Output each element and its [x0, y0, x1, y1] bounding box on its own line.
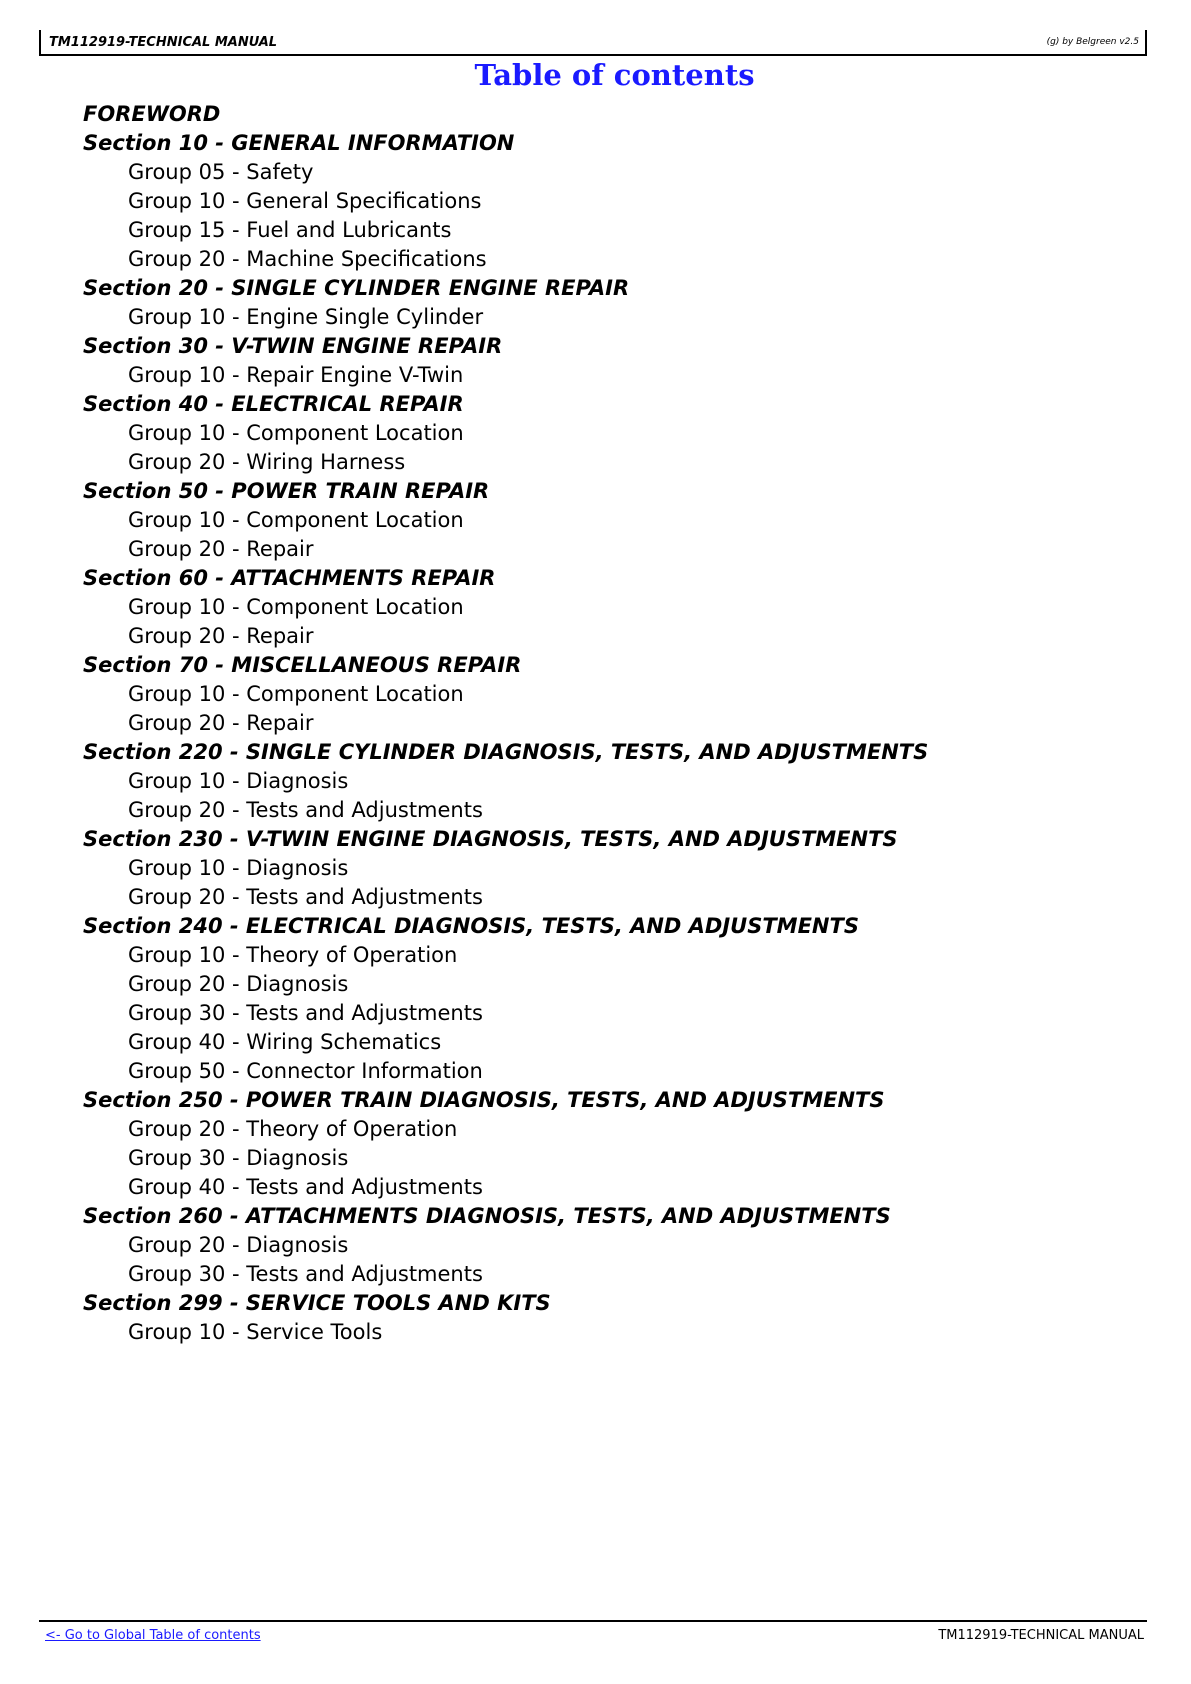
toc-group-link[interactable]: Group 20 - Repair: [128, 624, 314, 648]
toc-group-link[interactable]: Group 10 - Repair Engine V-Twin: [128, 363, 464, 387]
toc-group-link[interactable]: Group 40 - Tests and Adjustments: [128, 1175, 483, 1199]
header-title: TM112919-TECHNICAL MANUAL: [49, 35, 278, 50]
header-credit: (g) by Belgreen v2.5: [1046, 37, 1139, 47]
global-toc-link[interactable]: <- Go to Global Table of contents: [45, 1628, 261, 1643]
toc-section-link[interactable]: Section 10 - GENERAL INFORMATION: [83, 131, 515, 155]
toc-section-link[interactable]: Section 250 - POWER TRAIN DIAGNOSIS, TESTS, AND ADJUSTMENTS: [83, 1088, 885, 1112]
toc-group-link[interactable]: Group 10 - Engine Single Cylinder: [128, 305, 484, 329]
footer-divider: [39, 1620, 1147, 1622]
toc-group-link[interactable]: Group 30 - Diagnosis: [128, 1146, 349, 1170]
toc-group-link[interactable]: Group 20 - Diagnosis: [128, 972, 349, 996]
toc-section-link[interactable]: Section 260 - ATTACHMENTS DIAGNOSIS, TESTS, AND ADJUSTMENTS: [83, 1204, 891, 1228]
toc-section-link[interactable]: Section 30 - V-TWIN ENGINE REPAIR: [83, 334, 503, 358]
toc-group-link[interactable]: Group 10 - Component Location: [128, 682, 464, 706]
toc-group-link[interactable]: Group 10 - Component Location: [128, 595, 464, 619]
page-header: [39, 30, 1147, 56]
toc-group-link[interactable]: Group 10 - Theory of Operation: [128, 943, 458, 967]
toc-group-link[interactable]: Group 10 - Component Location: [128, 508, 464, 532]
toc-group-link[interactable]: Group 05 - Safety: [128, 160, 314, 184]
toc-section-link[interactable]: Section 230 - V-TWIN ENGINE DIAGNOSIS, TESTS, AND ADJUSTMENTS: [83, 827, 898, 851]
toc-group-link[interactable]: Group 20 - Machine Specifications: [128, 247, 487, 271]
toc-group-link[interactable]: Group 10 - Service Tools: [128, 1320, 383, 1344]
toc-group-link[interactable]: Group 15 - Fuel and Lubricants: [128, 218, 452, 242]
toc-list: [83, 100, 1143, 1347]
toc-group-link[interactable]: Group 10 - Diagnosis: [128, 856, 349, 880]
toc-section-link[interactable]: Section 20 - SINGLE CYLINDER ENGINE REPAIR: [83, 276, 630, 300]
toc-section-link[interactable]: Section 70 - MISCELLANEOUS REPAIR: [83, 653, 522, 677]
footer-doc-title: TM112919-TECHNICAL MANUAL: [938, 1628, 1144, 1643]
toc-group-link[interactable]: Group 20 - Diagnosis: [128, 1233, 349, 1257]
toc-group-link[interactable]: Group 20 - Repair: [128, 711, 314, 735]
toc-group-link[interactable]: Group 20 - Tests and Adjustments: [128, 798, 483, 822]
toc-group-link[interactable]: Group 20 - Theory of Operation: [128, 1117, 458, 1141]
toc-group-link[interactable]: Group 20 - Wiring Harness: [128, 450, 406, 474]
toc-group-link[interactable]: Group 20 - Repair: [128, 537, 314, 561]
toc-group-link[interactable]: Group 10 - General Specifications: [128, 189, 482, 213]
toc-section-link[interactable]: FOREWORD: [83, 102, 221, 126]
toc-section-link[interactable]: Section 40 - ELECTRICAL REPAIR: [83, 392, 464, 416]
toc-section-link[interactable]: Section 60 - ATTACHMENTS REPAIR: [83, 566, 496, 590]
toc-section-link[interactable]: Section 240 - ELECTRICAL DIAGNOSIS, TESTS, AND ADJUSTMENTS: [83, 914, 859, 938]
toc-group-link[interactable]: Group 10 - Diagnosis: [128, 769, 349, 793]
toc-section-link[interactable]: Section 50 - POWER TRAIN REPAIR: [83, 479, 490, 503]
toc-group-link[interactable]: Group 10 - Component Location: [128, 421, 464, 445]
toc-group-link[interactable]: Group 30 - Tests and Adjustments: [128, 1001, 483, 1025]
toc-section-link[interactable]: Section 299 - SERVICE TOOLS AND KITS: [83, 1291, 551, 1315]
toc-section-link[interactable]: Section 220 - SINGLE CYLINDER DIAGNOSIS, TESTS, AND ADJUSTMENTS: [83, 740, 929, 764]
toc-group-link[interactable]: Group 50 - Connector Information: [128, 1059, 483, 1083]
toc-group-link[interactable]: Group 40 - Wiring Schematics: [128, 1030, 442, 1054]
toc-group-link[interactable]: Group 30 - Tests and Adjustments: [128, 1262, 483, 1286]
toc-group-link[interactable]: Group 20 - Tests and Adjustments: [128, 885, 483, 909]
toc-title: Table of contents: [474, 58, 755, 92]
